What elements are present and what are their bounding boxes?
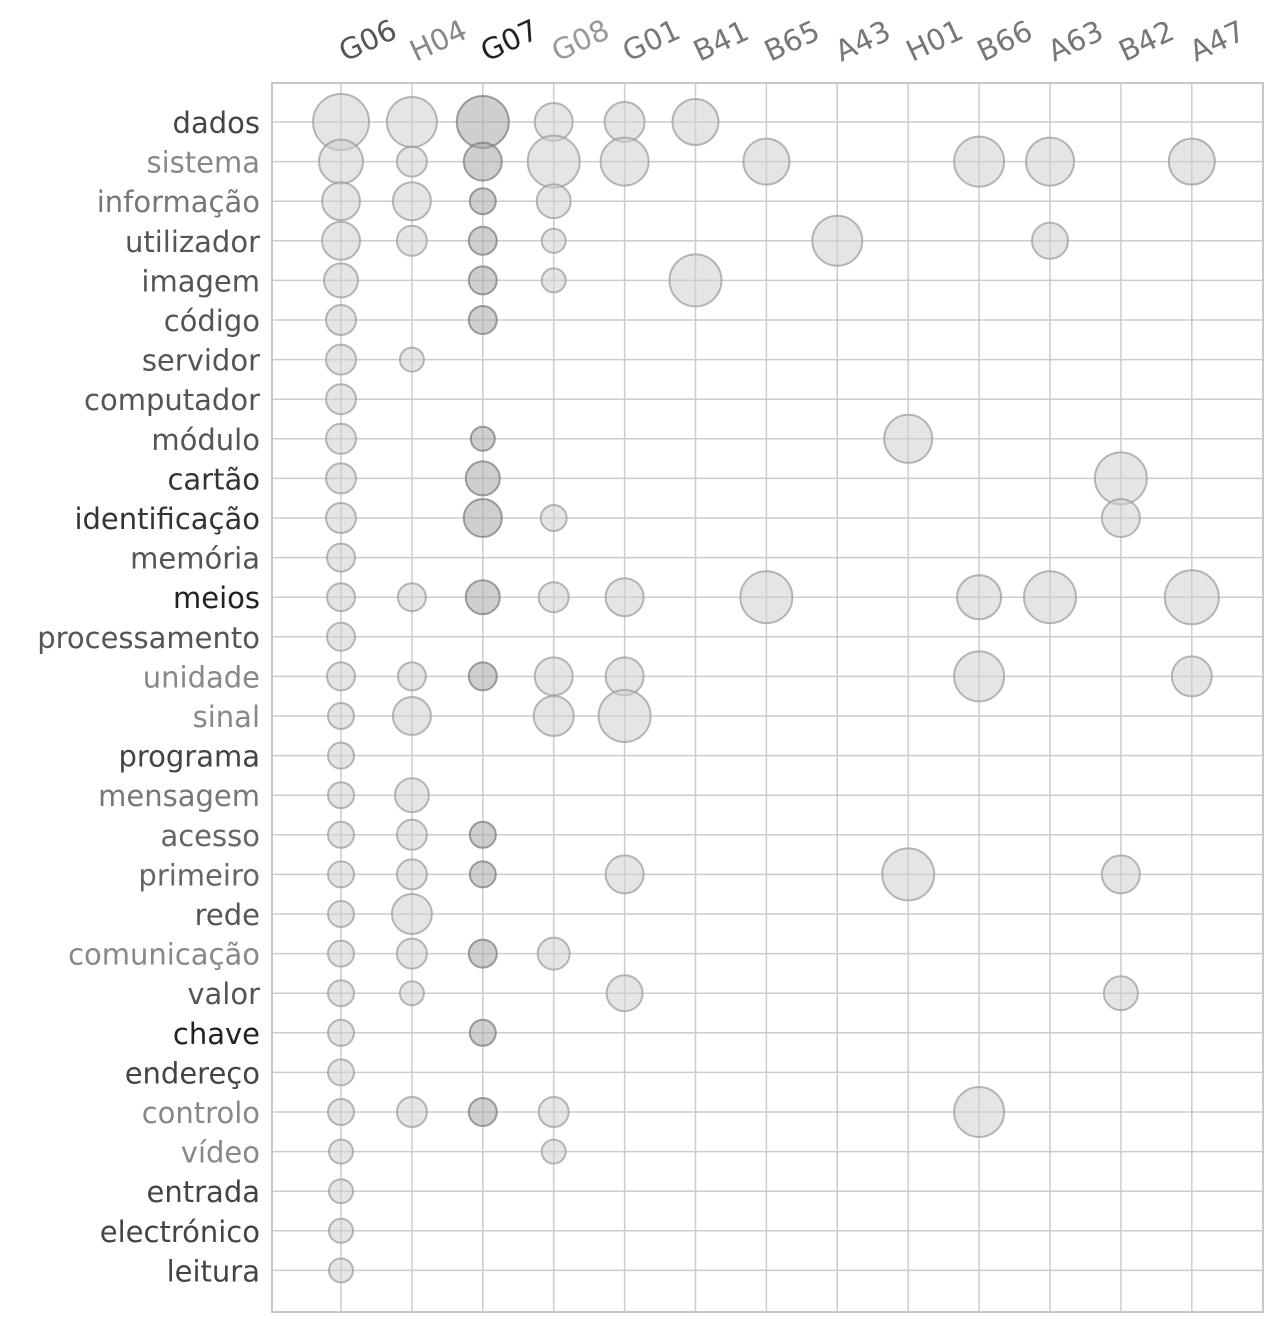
bubble-primeiro-B42 <box>1102 855 1140 893</box>
y-axis-label: comunicação <box>68 937 260 972</box>
bubble-informação-G06 <box>322 182 360 220</box>
bubble-sistema-B66 <box>954 137 1004 187</box>
bubble-meios-B65 <box>740 571 792 623</box>
bubble-comunicação-H04 <box>397 939 427 969</box>
bubble-chave-G06 <box>328 1020 354 1046</box>
bubble-programa-G06 <box>328 743 354 769</box>
bubble-utilizador-G06 <box>322 222 360 260</box>
bubble-controlo-G07 <box>469 1098 497 1126</box>
x-axis-label: G07 <box>475 12 544 69</box>
bubble-sistema-G07 <box>464 143 502 181</box>
bubble-acesso-G07 <box>470 822 496 848</box>
bubble-electrónico-G06 <box>329 1219 353 1243</box>
bubble-cartão-B42 <box>1095 452 1147 504</box>
x-axis-label: A63 <box>1042 13 1109 69</box>
bubble-valor-G06 <box>328 980 354 1006</box>
bubble-leitura-G06 <box>329 1258 353 1282</box>
bubble-módulo-G07 <box>471 427 495 451</box>
bubble-vídeo-G08 <box>542 1140 566 1164</box>
bubble-valor-G01 <box>607 975 643 1011</box>
bubble-imagem-G07 <box>469 266 497 294</box>
bubble-memória-G06 <box>327 544 355 572</box>
y-axis-label: código <box>163 304 260 338</box>
bubble-acesso-H04 <box>397 820 427 850</box>
bubble-imagem-B41 <box>670 254 722 306</box>
bubble-meios-G08 <box>539 582 569 612</box>
y-axis-label: chave <box>172 1016 260 1051</box>
bubble-utilizador-H04 <box>397 226 427 256</box>
y-axis-label: leitura <box>166 1254 260 1289</box>
bubble-primeiro-H04 <box>397 859 427 889</box>
bubble-sinal-G08 <box>534 696 574 736</box>
x-axis-label: B41 <box>688 13 754 69</box>
y-axis-label: controlo <box>141 1096 260 1130</box>
bubble-sinal-G01 <box>599 690 651 742</box>
bubble-meios-H04 <box>398 583 426 611</box>
bubble-cartão-G06 <box>326 463 356 493</box>
bubble-utilizador-A43 <box>812 216 862 266</box>
y-axis-label: mensagem <box>98 779 260 814</box>
bubble-unidade-G08 <box>535 657 573 695</box>
y-axis-label: utilizador <box>125 224 260 259</box>
y-axis-label: acesso <box>160 818 260 853</box>
bubble-rede-H04 <box>392 894 432 934</box>
bubble-sistema-G01 <box>601 138 649 186</box>
bubble-valor-H04 <box>400 981 424 1005</box>
y-axis-label: sinal <box>192 700 260 734</box>
grid-lines <box>272 83 1263 1312</box>
bubble-código-G06 <box>326 305 356 335</box>
bubble-sistema-A63 <box>1026 138 1074 186</box>
y-axis-label: dados <box>172 106 260 140</box>
bubble-primeiro-G06 <box>328 861 354 887</box>
y-axis-label: valor <box>187 977 260 1012</box>
bubble-imagem-G08 <box>542 268 566 292</box>
bubble-utilizador-G07 <box>469 227 497 255</box>
bubble-sistema-H04 <box>397 147 427 177</box>
y-axis-label: sistema <box>146 145 260 180</box>
y-axis-label: meios <box>173 581 260 616</box>
plot-frame <box>272 83 1263 1312</box>
bubble-informação-G07 <box>470 188 496 214</box>
y-axis-label: servidor <box>141 343 260 378</box>
bubble-meios-G06 <box>327 583 355 611</box>
y-axis-label: vídeo <box>180 1135 260 1170</box>
bubble-informação-G08 <box>537 184 571 218</box>
y-axis-label: identificação <box>74 502 260 536</box>
bubble-dados-G01 <box>605 102 645 142</box>
bubble-servidor-G06 <box>326 345 356 375</box>
bubble-acesso-G06 <box>328 822 354 848</box>
bubble-servidor-H04 <box>400 348 424 372</box>
bubble-dados-H04 <box>387 97 437 147</box>
bubble-identificação-G07 <box>464 499 502 537</box>
bubble-identificação-G08 <box>541 505 567 531</box>
bubble-mensagem-H04 <box>395 778 429 812</box>
x-axis-label: B65 <box>758 13 825 69</box>
bubble-mensagem-G06 <box>328 782 354 808</box>
bubble-módulo-G06 <box>326 424 356 454</box>
bubble-informação-H04 <box>393 182 431 220</box>
bubble-meios-G01 <box>606 578 644 616</box>
y-axis-label: endereço <box>124 1056 260 1091</box>
bubble-sistema-A47 <box>1169 139 1215 185</box>
bubble-endereço-G06 <box>328 1059 354 1085</box>
bubble-utilizador-G08 <box>542 229 566 253</box>
bubble-unidade-G06 <box>327 662 355 690</box>
bubble-meios-A63 <box>1024 571 1076 623</box>
y-axis-labels <box>37 106 260 1288</box>
bubble-sinal-H04 <box>393 697 431 735</box>
bubble-primeiro-G01 <box>606 855 644 893</box>
bubble-meios-A47 <box>1165 570 1219 624</box>
bubble-dados-B41 <box>673 99 719 145</box>
bubble-vídeo-G06 <box>329 1140 353 1164</box>
bubble-módulo-H01 <box>884 415 932 463</box>
bubble-controlo-G08 <box>539 1097 569 1127</box>
bubble-chave-G07 <box>470 1020 496 1046</box>
bubble-entrada-G06 <box>329 1179 353 1203</box>
bubble-sistema-G06 <box>319 140 363 184</box>
y-axis-label: electrónico <box>99 1214 260 1249</box>
x-axis-label: H01 <box>900 12 969 69</box>
bubble-controlo-G06 <box>328 1099 354 1125</box>
y-axis-label: primeiro <box>138 858 260 893</box>
x-axis-label: G06 <box>333 12 402 69</box>
bubble-controlo-B66 <box>954 1087 1004 1137</box>
y-axis-label: computador <box>84 383 260 418</box>
bubble-sistema-B65 <box>743 139 789 185</box>
x-axis-label: G08 <box>546 12 615 69</box>
x-axis-label: H04 <box>404 12 473 69</box>
x-axis-label: G01 <box>617 12 686 69</box>
x-axis-label: B66 <box>971 13 1038 69</box>
bubble-sinal-G06 <box>328 703 354 729</box>
y-axis-label: memória <box>130 541 260 576</box>
y-axis-label: programa <box>118 739 260 774</box>
bubble-unidade-G07 <box>469 662 497 690</box>
bubble-rede-G06 <box>328 901 354 927</box>
bubble-processamento-G06 <box>327 623 355 651</box>
y-axis-label: cartão <box>167 462 260 497</box>
x-axis-label: B42 <box>1113 13 1180 69</box>
bubble-identificação-G06 <box>326 503 356 533</box>
bubble-comunicação-G08 <box>538 938 570 970</box>
y-axis-label: entrada <box>146 1175 260 1210</box>
bubble-valor-B42 <box>1104 976 1138 1010</box>
bubble-código-G07 <box>469 306 497 334</box>
bubble-computador-G06 <box>326 384 356 414</box>
bubble-sistema-G08 <box>528 136 580 188</box>
y-axis-label: processamento <box>37 620 260 655</box>
bubble-primeiro-H01 <box>882 848 934 900</box>
y-axis-label: imagem <box>141 264 260 299</box>
x-axis-label: A47 <box>1184 13 1251 69</box>
bubble-dados-G07 <box>457 96 509 148</box>
bubble-cartão-G07 <box>466 461 500 495</box>
bubble-controlo-H04 <box>397 1097 427 1127</box>
bubble-unidade-B66 <box>954 651 1004 701</box>
y-axis-label: módulo <box>151 422 260 457</box>
bubble-unidade-H04 <box>398 662 426 690</box>
bubble-unidade-A47 <box>1172 656 1212 696</box>
y-axis-label: rede <box>194 898 260 932</box>
x-axis-label: A43 <box>829 13 896 69</box>
bubble-imagem-G06 <box>324 263 358 297</box>
bubble-identificação-B42 <box>1102 499 1140 537</box>
bubble-meios-B66 <box>957 575 1001 619</box>
x-axis-labels <box>334 12 1251 68</box>
bubble-comunicação-G06 <box>328 941 354 967</box>
y-axis-label: unidade <box>142 660 260 695</box>
bubble-primeiro-G07 <box>470 861 496 887</box>
y-axis-label: informação <box>96 185 260 220</box>
bubble-utilizador-A63 <box>1032 223 1068 259</box>
bubble-meios-G07 <box>466 580 500 614</box>
bubble-comunicação-G07 <box>469 940 497 968</box>
